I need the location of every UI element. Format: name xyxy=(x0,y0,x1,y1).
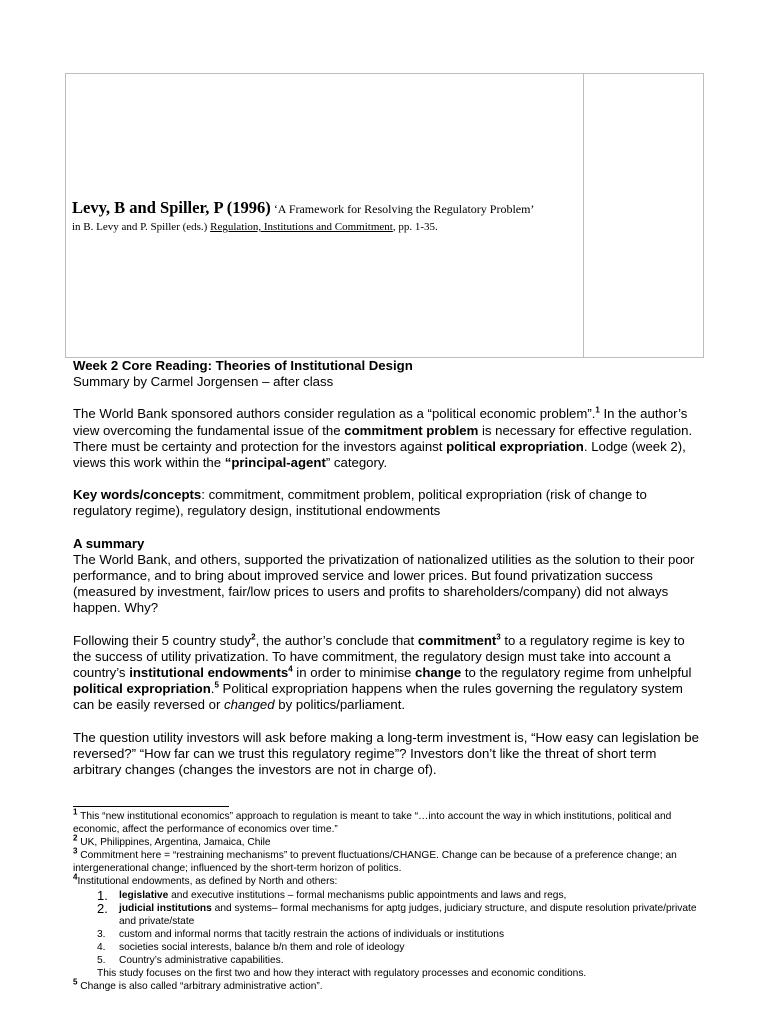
summary-heading: A summary xyxy=(73,535,145,551)
footnote-3: $^3$ Commitment here = “restraining mechanisms” to prevent fluctuations/CHANGE. Change can be because of a preference change; an intergenerational change; influenced by the short-term horizon of politics. xyxy=(73,846,677,875)
footnote-ref: 2 xyxy=(251,632,256,642)
footnote-4: $^4$Institutional endowments, as defined by North and others: xyxy=(73,873,338,888)
citation-pages: , pp. 1-35. xyxy=(392,221,438,233)
page-title: Week 2 Core Reading: Theories of Institutional Design xyxy=(73,358,413,373)
footnote-ref: 1 xyxy=(595,406,600,416)
footnotes xyxy=(73,807,713,993)
list-item: 1. legislative and executive institutions – formal mechanisms public appointments and laws and regs, xyxy=(97,887,567,903)
list-item: 3. custom and informal norms that tacitly restrain the actions of individuals or institutions xyxy=(97,928,505,940)
paragraph-intro: The World Bank sponsored authors consider regulation as a “political economic problem”.$^1$ In the author’s view overcoming the fundamental issue of the commitment problem is necessary for effective regulation. There must be certainty and protection for the investors against political expropriation. Lodge (week 2), views this work within the “principal-agent” category. xyxy=(73,406,693,471)
citation-in: in B. Levy and P. Spiller (eds.) xyxy=(72,221,211,233)
footnote-4-outro: This study focuses on the first two and how they interact with regulatory processes and economic conditions. xyxy=(97,968,587,980)
footnote-ref: 5 xyxy=(214,680,219,690)
paragraph-keywords: Key words/concepts: commitment, commitment problem, political expropriation (risk of change to regulatory regime), regulatory design, institutional endowments xyxy=(73,487,647,519)
footnote-1: $^1$ This “new institutional economics” approach to regulation is meant to take “…into account the way in which institutions, political and economic, affect the performance of economics over time.” xyxy=(73,807,672,836)
list-item: 4. societies social interests, balance b/n them and role of ideology xyxy=(97,941,405,953)
footnote-separator xyxy=(73,806,229,807)
citation-title: ‘A Framework for Resolving the Regulatory Problem’ xyxy=(273,202,535,216)
citation-table xyxy=(65,73,704,358)
byline: Summary by Carmel Jorgensen – after class xyxy=(73,374,334,390)
citation-cell xyxy=(66,74,584,357)
list-item: 2. judicial institutions and systems– formal mechanisms for aptg judges, judiciary structure, and dispute resolution private/private and private/state xyxy=(97,900,697,927)
paragraph-investors: The question utility investors will ask before making a long-term investment is, “How easy can legislation be reversed?” “How far can we trust this regulatory regime”? Investors don’t like the threat of short term arbitrary changes (changes the investors are not in charge of). xyxy=(73,729,699,778)
paragraph-summary: The World Bank, and others, supported the privatization of nationalized utilities as the solution to their poor performance, and to bring about improved service and lower prices. But found privatization success (measured by investment, fair/low prices to users and profits to shareholders/company) did not always happen. Why? xyxy=(73,551,695,616)
footnote-ref: 3 xyxy=(496,632,501,642)
footnote-2: $^2$ UK, Philippines, Argentina, Jamaica, Chile xyxy=(73,833,271,849)
footnote-5: $^5$ Change is also called “arbitrary administrative action”. xyxy=(73,977,323,993)
paragraph-commitment: Following their 5 country study$^2$, the author’s conclude that commitment$^3$ to a regulatory regime is key to the success of utility privatization. To have commitment, the regulatory design must take into account a country’s institutional endowments$^4$ in order to minimise change to the regulatory regime from unhelpful political expropriation.$^5$ Political expropriation happens when the rules governing the regulatory system can be easily reversed or changed by politics/parliament. xyxy=(73,632,692,713)
document-body xyxy=(73,358,703,778)
citation-side-cell xyxy=(584,74,703,357)
citation-book: Regulation, Institutions and Commitment xyxy=(210,221,393,233)
endowments-list xyxy=(73,889,713,968)
citation-authors: Levy, B and Spiller, P (1996) xyxy=(72,198,271,217)
citation-text xyxy=(72,198,582,235)
footnote-ref: 4 xyxy=(288,664,293,674)
list-item: 5. Country’s administrative capabilities. xyxy=(97,955,284,967)
